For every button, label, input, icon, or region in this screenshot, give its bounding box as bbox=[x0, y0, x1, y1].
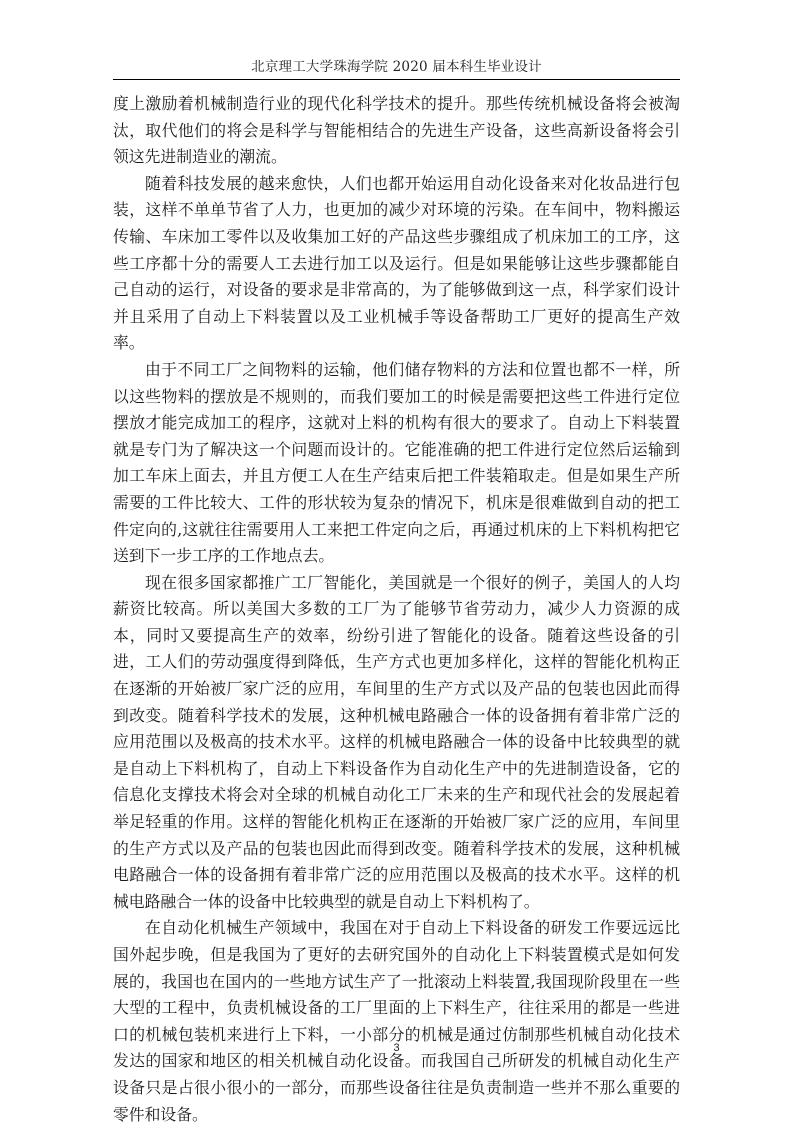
paragraph: 现在很多国家都推广工厂智能化，美国就是一个很好的例子，美国人的人均薪资比较高。所以美国大多数的工厂为了能够节省劳动力，减少人力资源的成本，同时又要提高生产的效率，纷纷引进了智能化的设备。随着这些设备的引进，工人们的劳动强度得到降低，生产方式也更加多样化，这样的智能化机构正在逐渐的开始被厂家广泛的应用，车间里的生产方式以及产品的包装也因此而得到改变。随着科学技术的发展，这种机械电路融合一体的设备拥有着非常广泛的应用范围以及极高的技术水平。这样的机械电路融合一体的设备中比较典型的就是自动上下料机构了，自动上下料设备作为自动化生产中的先进制造设备，它的信息化支撑技术将会对全球的机械自动化工厂未来的生产和现代社会的发展起着举足轻重的作用。这样的智能化机构正在逐渐的开始被厂家广泛的应用，车间里的生产方式以及产品的包装也因此而得到改变。随着科学技术的发展，这种机械电路融合一体的设备拥有着非常广泛的应用范围以及极高的技术水平。这样的机械电路融合一体的设备中比较典型的就是自动上下料机构了。 bbox=[113, 572, 680, 911]
paragraph-continuation: 度上激励着机械制造行业的现代化科学技术的提升。那些传统机械设备将会被淘汰，取代他们的将会是科学与智能相结合的先进生产设备，这些高新设备将会引领这先进制造业的潮流。 bbox=[113, 94, 680, 167]
running-header: 北京理工大学珠海学院 2020 届本科生毕业设计 bbox=[251, 59, 542, 75]
header-rule bbox=[113, 79, 680, 80]
page-number: 3 bbox=[393, 1042, 400, 1054]
paragraph: 由于不同工厂之间物料的运输，他们储存物料的方法和位置也都不一样，所以这些物料的摆放是不规则的，而我们要加工的时候是需要把这些工件进行定位摆放才能完成加工的程序，这就对上料的机构有很大的要求了。自动上下料装置就是专门为了解决这一个问题而设计的。它能准确的把工件进行定位然后运输到加工车床上面去，并且方便工人在生产结束后把工件装箱取走。但是如果生产所需要的工件比较大、工件的形状较为复杂的情况下，机床是很难做到自动的把工件定向的,这就往往需要用人工来把工件定向之后，再通过机床的上下料机构把它送到下一步工序的工作地点去。 bbox=[113, 359, 680, 566]
body-text bbox=[113, 91, 680, 1128]
paragraph: 在自动化机械生产领域中，我国在对于自动上下料设备的研发工作要远远比国外起步晚，但是我国为了更好的去研究国外的自动化上下料装置模式是如何发展的，我国也在国内的一些地方试生产了一批滚动上料装置,我国现阶段里在一些大型的工程中，负责机械设备的工厂里面的上下料生产，往往采用的都是一些进口的机械包装机来进行上下料，一小部分的机械是通过仿制那些机械自动化技术发达的国家和地区的相关机械自动化设备。而我国自己所研发的机械自动化生产设备只是占很小很小的一部分，而那些设备往往是负责制造一些并不那么重要的零件和设备。 bbox=[113, 918, 680, 1124]
paragraph: 随着科技发展的越来愈快，人们也都开始运用自动化设备来对化妆品进行包装，这样不单单节省了人力，也更加的减少对环境的污染。在车间中，物料搬运传输、车床加工零件以及收集加工好的产品这些步骤组成了机床加工的工序，这些工序都十分的需要人工去进行加工以及运行。但是如果能够让这些步骤都能自己自动的运行，对设备的要求是非常高的，为了能够做到这一点，科学家们设计并且采用了自动上下料装置以及工业机械手等设备帮助工厂更好的提高生产效率。 bbox=[113, 173, 680, 353]
